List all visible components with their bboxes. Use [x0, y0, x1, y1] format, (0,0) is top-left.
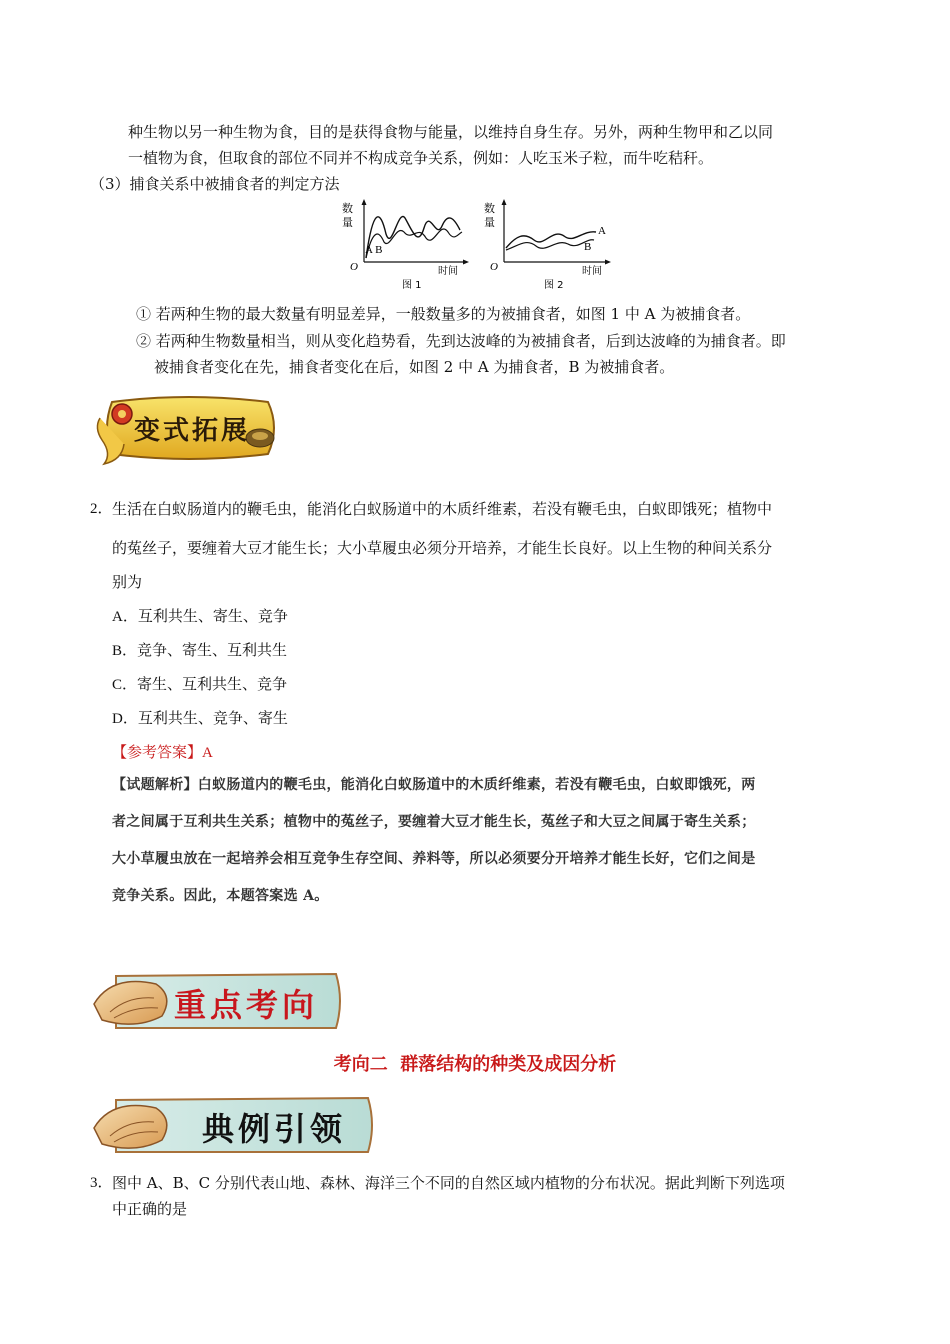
fig2-xlabel: 时间: [582, 266, 602, 277]
q2-analysis-line-4: 竞争关系。因此，本题答案选 A。: [112, 888, 329, 904]
q2-answer: [112, 742, 213, 763]
q2-answer-value: A: [202, 745, 213, 761]
q2-answer-label: 【参考答案】: [112, 743, 203, 761]
q2-option-b-text: 竞争、寄生、互利共生: [137, 641, 288, 659]
fig2-label-b: B: [584, 241, 592, 253]
q2-number: 2．: [90, 501, 113, 517]
variant-badge: [92, 388, 284, 468]
q2-analysis-line-2: 者之间属于互利共生关系；植物中的菟丝子，要缠着大豆才能生长，菟丝子和大豆之间属于寄生关系；: [112, 814, 756, 830]
predation-figures: [338, 198, 628, 296]
fig1-ylabel-1: 数: [342, 202, 353, 215]
q2-option-a: [112, 606, 288, 627]
variant-badge-text: 变式拓展: [134, 416, 251, 446]
typical-example-badge: [92, 1090, 380, 1160]
q2-analysis-line-3: 大小草履虫放在一起培养会相互竞争生存空间、养料等，所以必须要分开培养才能生长好，它们之间是: [112, 851, 756, 867]
q3-line-2: 中正确的是: [112, 1200, 188, 1218]
fig1-caption: 图 1: [402, 280, 422, 291]
intro-line-1: 种生物以另一种生物为食，目的是获得食物与能量，以维持自身生存。另外，两种生物甲和乙以同: [128, 123, 774, 141]
fig1-ylabel-2: 量: [342, 216, 353, 229]
fig2-ylabel-1: 数: [484, 202, 495, 215]
section-3-heading: （3）捕食关系中被捕食者的判定方法: [90, 175, 340, 193]
q3-line-1: 图中 A、B、C 分别代表山地、森林、海洋三个不同的自然区域内植物的分布状况。据此判断下列选项: [112, 1174, 785, 1192]
q2-line-2: 的菟丝子，要缠着大豆才能生长；大小草履虫必须分开培养，才能生长良好。以上生物的种间关系分: [112, 539, 773, 557]
q2-option-b: [112, 640, 287, 661]
section-title: 考向二 群落结构的种类及成因分析: [333, 1054, 617, 1075]
rule-2-line-2: 被捕食者变化在先，捕食者变化在后，如图 2 中 A 为捕食者，B 为被捕食者。: [154, 358, 675, 376]
fig1-series-labels: A B: [365, 244, 383, 256]
fig1-origin: O: [350, 261, 358, 273]
key-direction-badge: [92, 966, 348, 1036]
rule-1: ① 若两种生物的最大数量有明显差异，一般数量多的为被捕食者，如图 1 中 A 为被捕食者。: [136, 305, 751, 323]
q2-option-c-key: C．: [112, 677, 138, 693]
q2-option-d: [112, 708, 288, 729]
fig2-caption: 图 2: [544, 280, 564, 291]
fig2-origin: O: [490, 261, 498, 273]
q2-option-d-text: 互利共生、竞争、寄生: [137, 709, 288, 727]
fig2-ylabel-2: 量: [484, 216, 495, 229]
q3-number: 3．: [90, 1175, 113, 1191]
q2-analysis-line-1: 【试题解析】白蚁肠道内的鞭毛虫，能消化白蚁肠道中的木质纤维素，若没有鞭毛虫，白蚁即饿死，两: [112, 777, 756, 793]
q2-line-1: 生活在白蚁肠道内的鞭毛虫，能消化白蚁肠道中的木质纤维素，若没有鞭毛虫，白蚁即饿死；植物中: [112, 500, 773, 518]
intro-line-2: 一植物为食，但取食的部位不同并不构成竞争关系，例如：人吃玉米子粒，而牛吃秸秆。: [128, 149, 714, 167]
q2-option-a-text: 互利共生、寄生、竞争: [137, 607, 288, 625]
q2-option-c: [112, 674, 287, 695]
figure-2: [484, 199, 611, 291]
q2-option-a-key: A．: [112, 609, 138, 625]
key-direction-badge-text: 重点考向: [174, 986, 319, 1024]
typical-example-badge-text: 典例引领: [202, 1110, 347, 1148]
q2-option-d-key: D．: [112, 711, 138, 727]
fig1-xlabel: 时间: [438, 266, 458, 277]
rule-2-line-1: ② 若两种生物数量相当，则从变化趋势看，先到达波峰的为被捕食者，后到达波峰的为捕食者。即: [136, 332, 786, 350]
figure-1: [342, 199, 469, 291]
fig2-label-a: A: [598, 225, 606, 237]
q2-option-b-key: B．: [112, 643, 138, 659]
q2-option-c-text: 寄生、互利共生、竞争: [137, 675, 288, 693]
q2-line-3: 别为: [112, 573, 143, 591]
fig2-curve-b: [506, 240, 594, 250]
